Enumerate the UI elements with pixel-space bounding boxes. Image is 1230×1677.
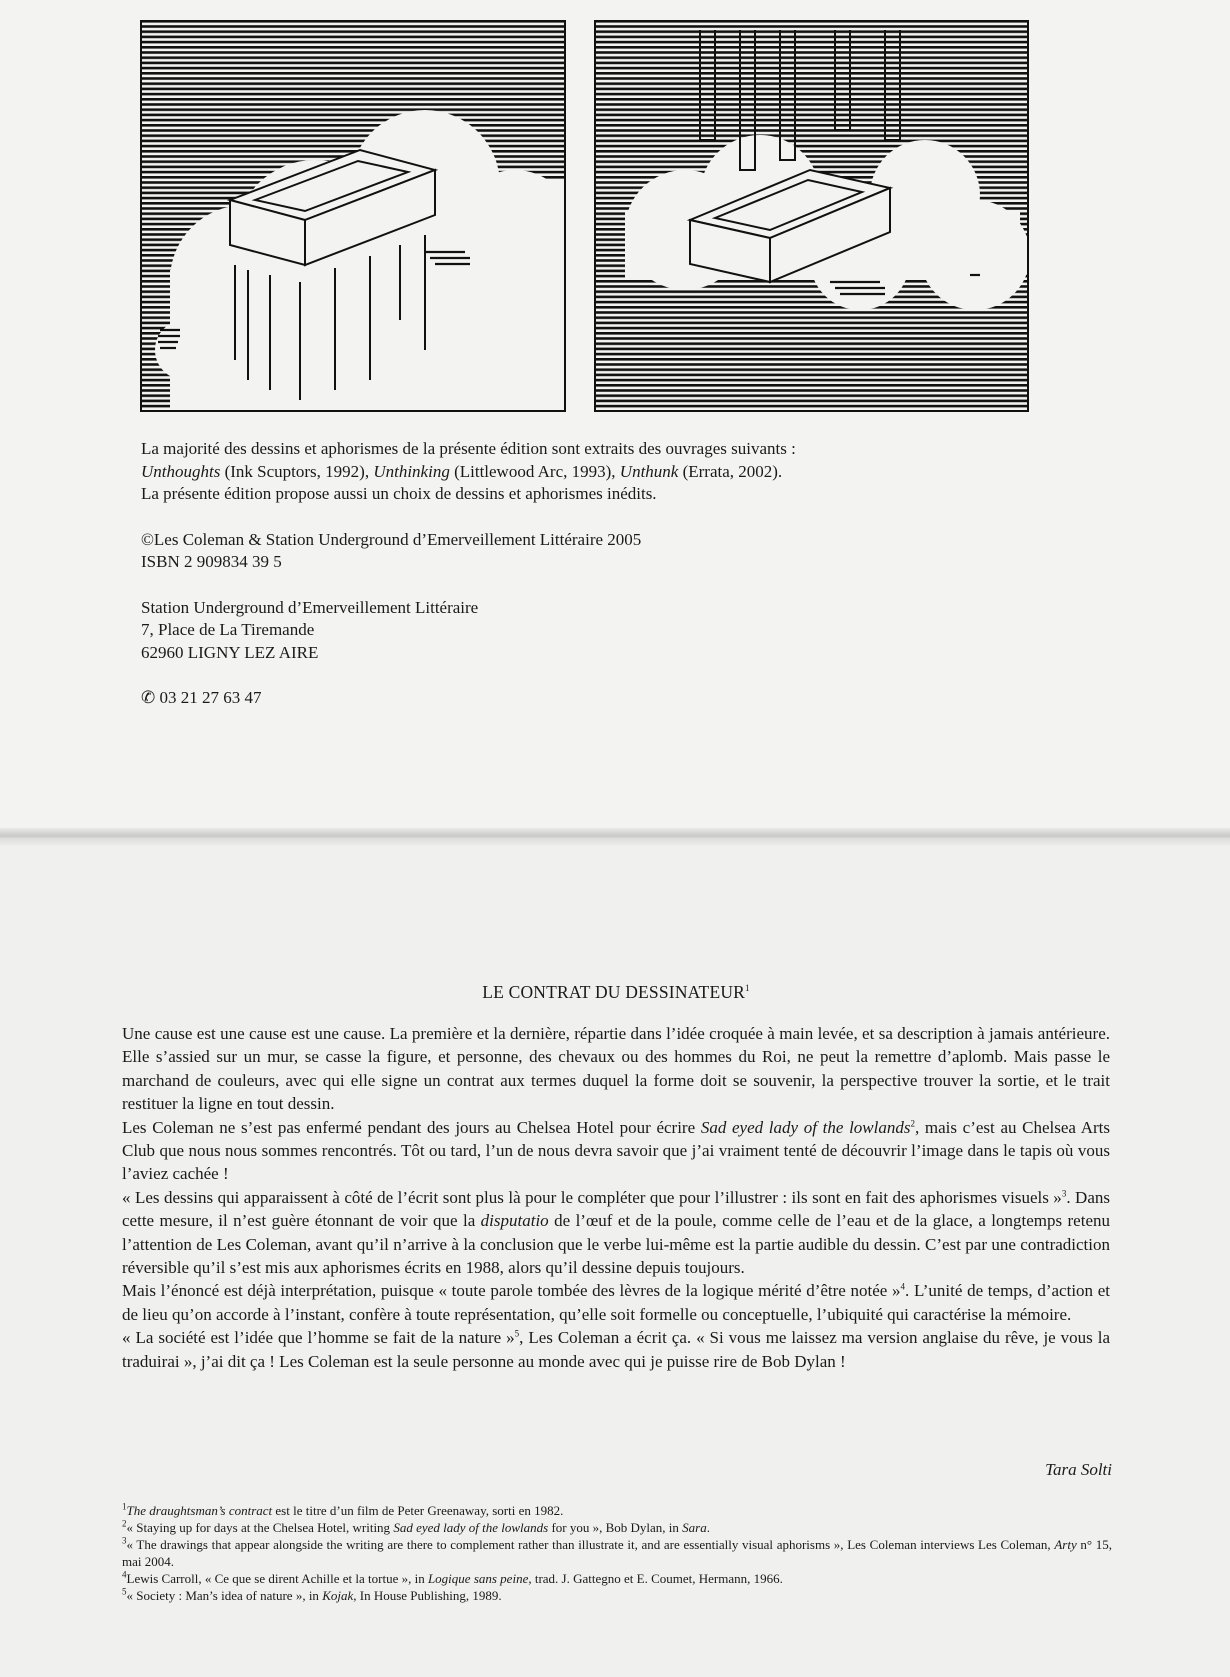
footnote: $^4$Lewis Carroll, « Ce que se dirent Achille et la tortue », in Logique sans peine, trad. J. Gattegno et E. Coumet, Hermann, 1966.	[122, 1569, 783, 1586]
publisher-name: Station Underground d’Emerveillement Littéraire	[141, 597, 479, 617]
paragraph: « La société est l’idée que l’homme se fait de la nature »$^5$, Les Coleman a écrit ça. « Si vous me laissez ma version anglaise du rêve, je vous la traduirai », j’ai dit ça ! Les Coleman est la seule personne au monde avec qui je puisse rire de Bob Dylan !	[122, 1328, 1110, 1371]
footnote: $^1$The draughtsman’s contract est le titre d’un film de Peter Greenaway, sorti en 1982.	[122, 1501, 564, 1518]
works-list: Unthoughts (Ink Scuptors, 1992), Unthinking (Littlewood Arc, 1993), Unthunk (Errata, 2002).	[141, 461, 783, 481]
illustrations	[140, 20, 1030, 413]
phone-number: ✆ 03 21 27 63 47	[141, 688, 262, 707]
work-title: Unthunk	[619, 461, 679, 481]
page-fold	[0, 828, 1230, 846]
footnote: $^5$« Society : Man’s idea of nature », in Kojak, In House Publishing, 1989.	[122, 1586, 502, 1603]
isbn: ISBN 2 909834 39 5	[141, 552, 282, 571]
paragraph: « Les dessins qui apparaissent à côté de l’écrit sont plus là pour le compléter que pour l’illustrer : ils sont en fait des aphorismes visuels »$^3$. Dans cette mesure, il n’est guère étonnant de voir que la disputatio de l’œuf et de la poule, comme celle de l’eau et de la glace, a longtemps retenu l’attention de Les Coleman, avant qu’il n’arrive à la conclusion que le verbe lui-même est la partie audible du dessin. C’est par une contradiction réversible qu’il s’est mis aux aphorismes écrits en 1988, alors qu’il dessine depuis toujours.	[122, 1187, 1111, 1278]
copyright: ©Les Coleman & Station Underground d’Emerveillement Littéraire 2005	[141, 529, 642, 549]
credits-intro: La majorité des dessins et aphorismes de la présente édition sont extraits des ouvrages suivants :	[141, 439, 796, 458]
footnote: $^3$« The drawings that appear alongside the writing are there to complement rather than illustrate it, and are essentially visual aphorisms », Les Coleman interviews Les Coleman, Arty n° 15, mai 2004.	[122, 1535, 1113, 1569]
publisher-street: 7, Place de La Tiremande	[141, 620, 315, 639]
footnote: $^2$« Staying up for days at the Chelsea Hotel, writing Sad eyed lady of the lowlands for you », Bob Dylan, in Sara.	[122, 1518, 710, 1535]
panel-rising-brick	[595, 21, 1030, 411]
work-title: Unthinking	[373, 461, 450, 481]
footnotes	[122, 1502, 1112, 1604]
publisher-city: 62960 LIGNY LEZ AIRE	[141, 642, 319, 662]
paragraph: Mais l’énoncé est déjà interprétation, puisque « toute parole tombée des lèvres de la logique mérité d’être notée »$^4$. L’unité de temps, d’action et de lieu qu’on accorde à l’instant, confère à toute représentation, qu’elle soit formelle ou conceptuelle, l’ubiquité qui caractérise la mémoire.	[122, 1281, 1110, 1324]
cartoon-panels	[140, 20, 1030, 413]
work-title: Unthoughts	[141, 461, 221, 481]
paragraph: Une cause est une cause est une cause. La première et la dernière, répartie dans l’idée croquée à main levée, et sa description à jamais antérieure. Elle s’assied sur un mur, se casse la figure, et personne, des chevaux ou des hommes du Roi, ne peut la remettre d’aplomb. Mais passe le marchand de couleurs, avec qui elle signe un contrat aux termes duquel la forme doit se souvenir, la perspective trouver la sortie, et le trait restituer la ligne en tout dessin.	[122, 1024, 1110, 1114]
author-signature: Tara Solti	[1045, 1460, 1112, 1479]
credits-extra: La présente édition propose aussi un choix de dessins et aphorismes inédits.	[141, 484, 657, 503]
panel-brick-fountain	[141, 21, 575, 411]
article-body	[122, 1022, 1110, 1373]
article-title: LE CONTRAT DU DESSINATEUR$^1$	[482, 982, 750, 1002]
publication-info	[141, 438, 1041, 710]
paragraph: Les Coleman ne s’est pas enfermé pendant des jours au Chelsea Hotel pour écrire Sad eyed lady of the lowlands$^2$, mais c’est au Chelsea Arts Club que nous nous sommes rencontrés. Tôt ou tard, l’un de nous devra savoir que j’ai vraiment tenté de découvrir l’image dans le tapis où vous l’aviez cachée !	[122, 1117, 1110, 1184]
